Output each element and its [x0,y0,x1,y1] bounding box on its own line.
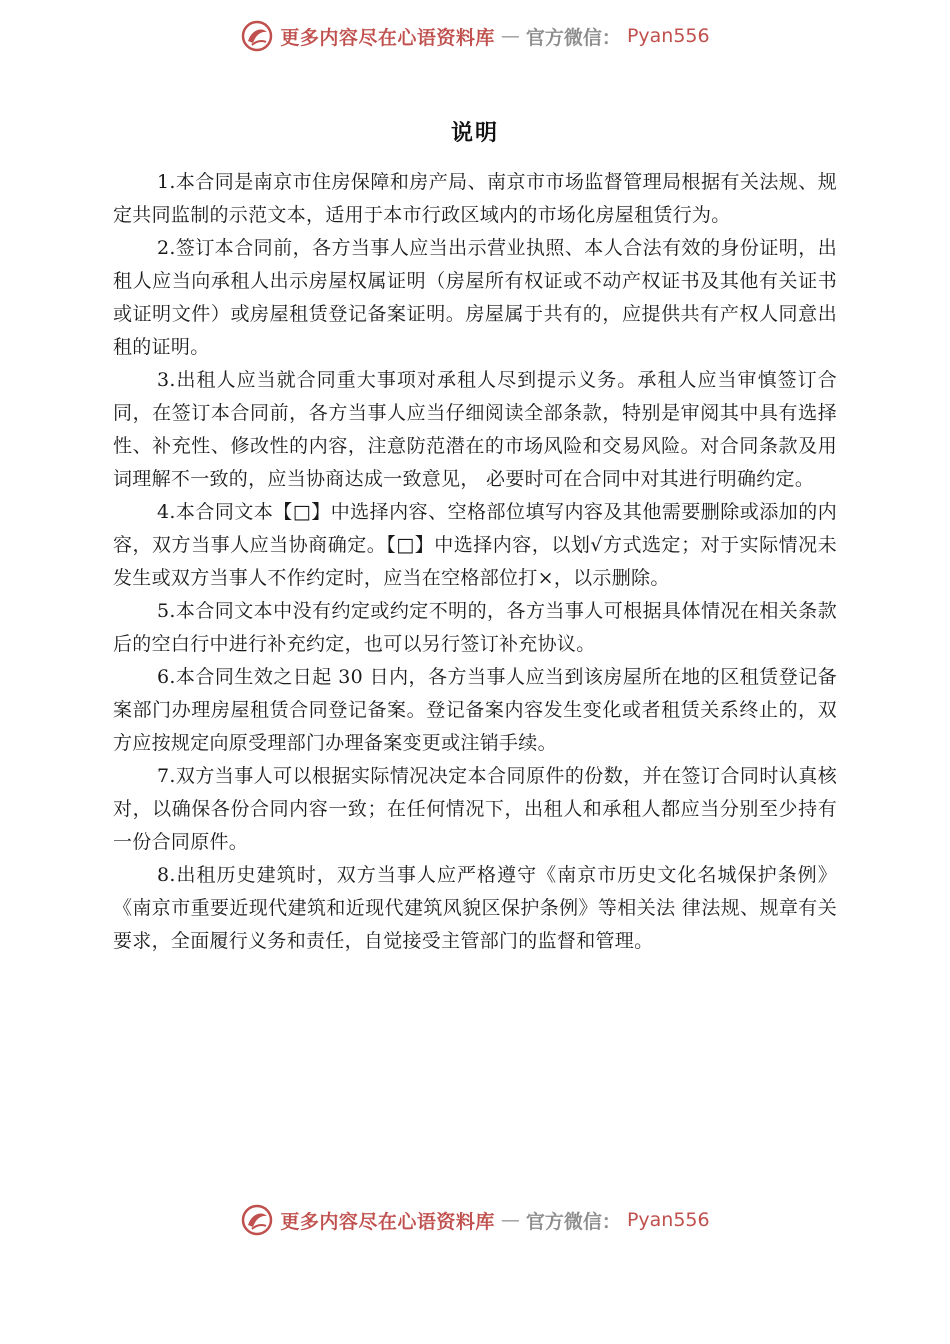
watermark-dash: — [500,25,520,47]
watermark-text: 更多内容尽在心语资料库 [280,26,495,49]
watermark-wechat-id: Pyan556 [626,1209,710,1231]
footer-watermark [0,1200,950,1240]
paragraph-1: 1.本合同是南京市住房保障和房产局、南京市市场监督管理局根据有关法规、规定共同监制的示范文本，适用于本市行政区域内的市场化房屋租赁行为。 [113,171,837,226]
watermark-dash: — [500,1209,520,1231]
paragraph-4: 4.本合同文本【□】中选择内容、空格部位填写内容及其他需要删除或添加的内容，双方当事人应当协商确定。【□】中选择内容，以划√方式选定；对于实际情况未发生或双方当事人不作约定时，应当在空格部位打×，以示删除。 [113,501,837,589]
header-watermark [0,16,950,56]
paragraph-2: 2.签订本合同前，各方当事人应当出示营业执照、本人合法有效的身份证明，出租人应当向承租人出示房屋权属证明（房屋所有权证或不动产权证书及其他有关证书或证明文件）或房屋租赁登记备案证明。房屋属于共有的，应提供共有产权人同意出租的证明。 [113,237,837,358]
watermark-label: 官方微信： [525,26,621,49]
paragraph-7: 7.双方当事人可以根据实际情况决定本合同原件的份数，并在签订合同时认真核对，以确保各份合同内容一致；在任何情况下，出租人和承租人都应当分别至少持有一份合同原件。 [113,765,837,853]
paragraph-8: 8.出租历史建筑时，双方当事人应严格遵守《南京市历史文化名城保护条例》《南京市重要近现代建筑和近现代建筑风貌区保护条例》等相关法 律法规、规章有关要求，全面履行义务和责任，自觉接受主管部门的监督和管理。 [113,864,837,952]
document-body [113,166,837,958]
brand-logo-icon [240,19,274,53]
watermark-wechat-id: Pyan556 [626,25,710,47]
watermark-label: 官方微信： [525,1210,621,1233]
page-title: 说明 [450,121,499,146]
paragraph-6: 6.本合同生效之日起 30 日内，各方当事人应当到该房屋所在地的区租赁登记备案部门办理房屋租赁合同登记备案。登记备案内容发生变化或者租赁关系终止的，双方应按规定向原受理部门办理备案变更或注销手续。 [113,666,837,754]
paragraph-5: 5.本合同文本中没有约定或约定不明的，各方当事人可根据具体情况在相关条款后的空白行中进行补充约定，也可以另行签订补充协议。 [113,600,837,655]
brand-logo-icon [240,1203,274,1237]
watermark-text: 更多内容尽在心语资料库 [280,1210,495,1233]
paragraph-3: 3.出租人应当就合同重大事项对承租人尽到提示义务。承租人应当审慎签订合同，在签订本合同前，各方当事人应当仔细阅读全部条款，特别是审阅其中具有选择性、补充性、修改性的内容，注意防范潜在的市场风险和交易风险。对合同条款及用词理解不一致的，应当协商达成一致意见， 必要时可在合同中对其进行明确约定。 [113,369,837,490]
